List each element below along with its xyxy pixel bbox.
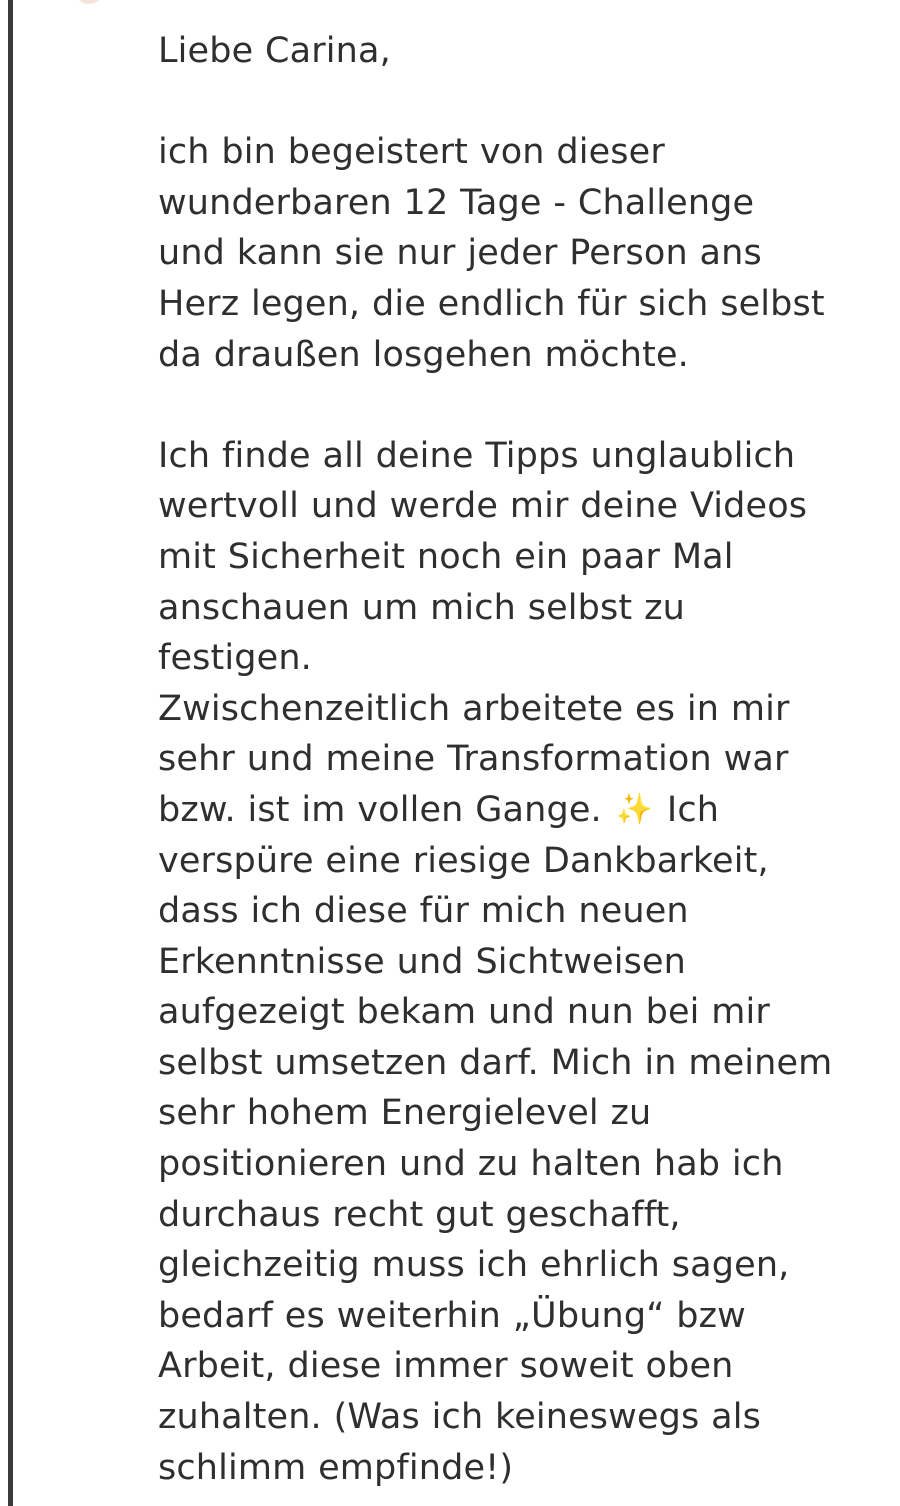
- text-line: positionieren und zu halten hab ich: [158, 1144, 784, 1185]
- text-line: gleichzeitig muss ich ehrlich sagen,: [158, 1245, 790, 1286]
- text-line: sehr hohem Energielevel zu: [158, 1093, 652, 1134]
- text-line: Herz legen, die endlich für sich selbst: [158, 283, 825, 324]
- text-line: und kann sie nur jeder Person ans: [158, 233, 762, 274]
- text-line: aufgezeigt bekam und nun bei mir: [158, 992, 770, 1033]
- text-line: Erkenntnisse und Sichtweisen: [158, 941, 687, 982]
- paragraph-spacer: [158, 380, 888, 431]
- text-line: wertvoll und werde mir deine Videos: [158, 486, 808, 527]
- text-line: verspüre eine riesige Dankbarkeit,: [158, 840, 769, 881]
- text-line: zuhalten. (Was ich keineswegs als: [158, 1397, 762, 1438]
- text-line: bedarf es weiterhin „Übung“ bzw: [158, 1295, 746, 1336]
- text-line: schlimm empfinde!): [158, 1447, 514, 1488]
- text-line: anschauen um mich selbst zu: [158, 587, 685, 628]
- avatar: [74, 0, 104, 4]
- paragraph-spacer: [158, 77, 888, 128]
- greeting-line: Liebe Carina,: [158, 31, 391, 71]
- text-line: selbst umsetzen darf. Mich in meinem: [158, 1042, 833, 1083]
- text-line-with-emoji: [158, 785, 888, 836]
- text-line: da draußen losgehen möchte.: [158, 334, 689, 375]
- quote-border: [8, 0, 13, 1506]
- text-line: sehr und meine Transformation war: [158, 739, 789, 780]
- text-line: Ich finde all deine Tipps unglaublich: [158, 435, 796, 476]
- text-line: festigen.: [158, 638, 312, 679]
- sparkles-icon: ✨: [615, 791, 654, 827]
- text-segment: bzw. ist im vollen Gange.: [158, 789, 602, 830]
- text-line: Zwischenzeitlich arbeitete es in mir: [158, 688, 790, 729]
- text-line: Arbeit, diese immer soweit oben: [158, 1346, 734, 1387]
- text-line: durchaus recht gut geschafft,: [158, 1194, 681, 1235]
- text-line: ich bin begeistert von dieser: [158, 132, 665, 173]
- text-line: mit Sicherheit noch ein paar Mal: [158, 536, 734, 577]
- text-line: dass ich diese für mich neuen: [158, 891, 689, 932]
- message-text: [158, 26, 888, 1493]
- text-segment: Ich: [666, 789, 720, 830]
- text-line: wunderbaren 12 Tage - Challenge: [158, 182, 755, 223]
